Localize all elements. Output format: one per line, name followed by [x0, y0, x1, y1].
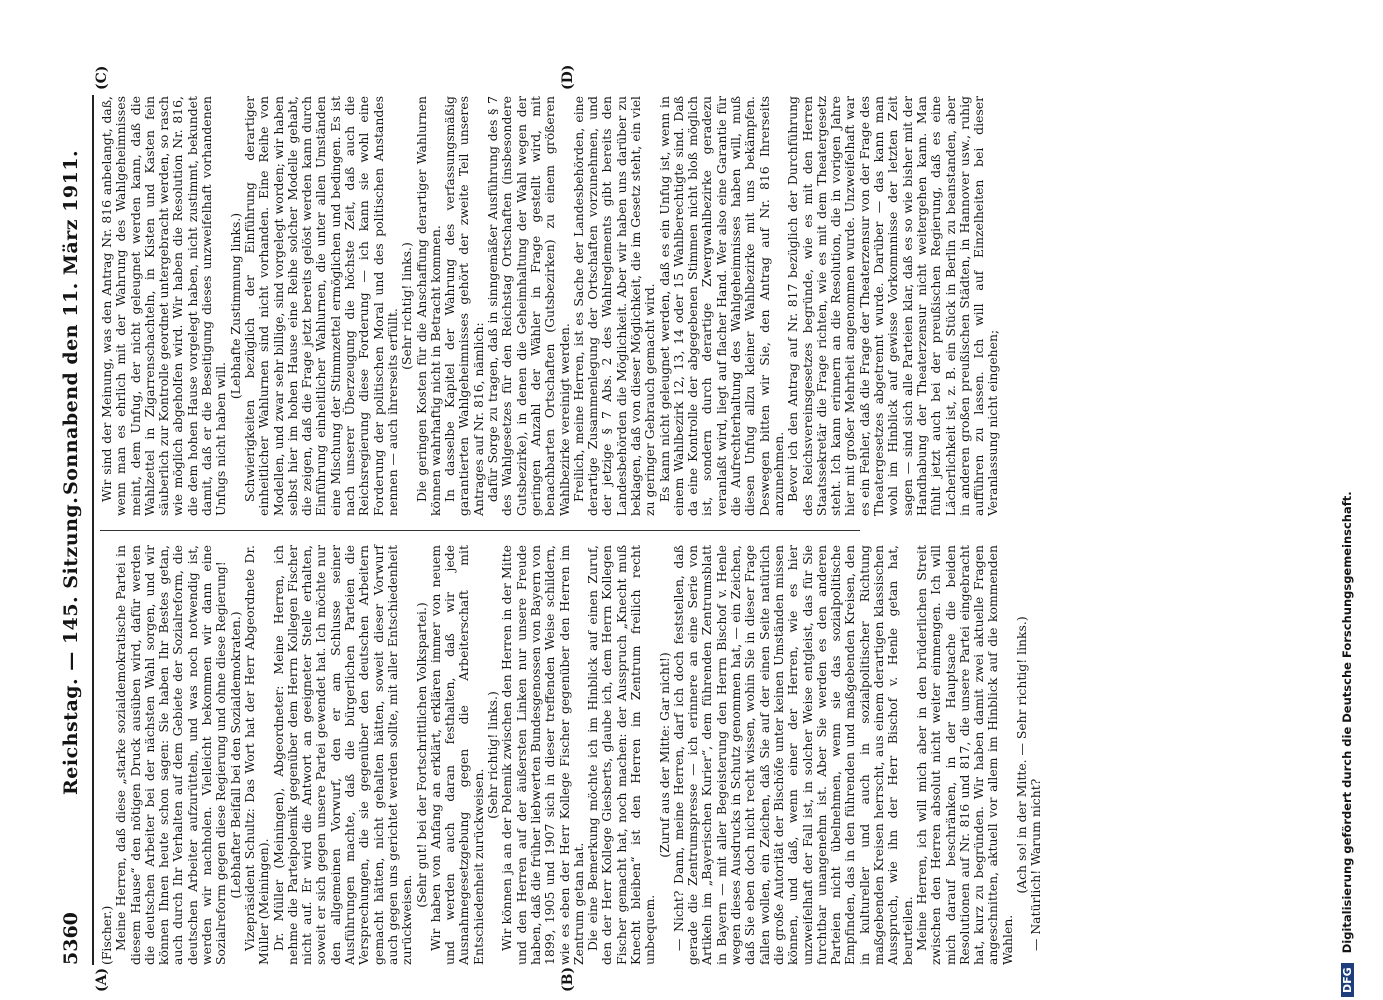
header-right-date: Sonnabend den 11. März 1911. — [60, 149, 82, 495]
left-column — [99, 545, 1044, 965]
paragraph: Vizepräsident Schultz: Das Wort hat der Herr Abgeordnete Dr. Müller (Meiningen). — [241, 545, 272, 965]
right-column — [99, 96, 1001, 516]
paragraph: Meine Herren, ich will mich aber in den brüderlichen Streit zwischen den Herren absolut nicht weiter einmengen. Ich will mich darauf beschränken, in der Hauptsache die beiden Resolutionen auf Nr. 816 und 817, die unsere Partei eingebracht hat, kurz zu begründen. Wir haben damit zwei aktuelle Fragen angeschnitten, aktuell vor allem im Hinblick auf die kommenden Wahlen. — [913, 545, 1015, 965]
paragraph: Die geringen Kosten für die Anschaffung derartiger Wahlurnen können wahrhaftig nicht in Betracht kommen. — [413, 96, 443, 516]
interjection: (Lebhafte Zustimmung links.) — [227, 212, 243, 400]
dfg-logo: DFG — [1341, 963, 1354, 997]
digitization-text: Digitalisierung gefördert durch die Deutsche Forschungsgemeinschaft. — [1340, 491, 1354, 954]
margin-mark-c: (C) — [94, 65, 110, 90]
paragraph: Es kann nicht geleugnet werden, daß es ein Unfug ist, wenn in einem Wahlbezirk 12, 13, 14 oder 15 Wahlberechtigte sind. Daß da eine Kontrolle der abgegebenen Stimmen nicht bloß möglich ist, sondern durch derartige Zwergwahlbezirke geradezu veranlaßt wird, liegt auf flacher Hand. Wer also eine Garantie für die Aufrechterhaltung des Wahlgeheimnisses haben will, muß diesen Unfug allzu kleiner Wahlbezirke mit uns bekämpfen. Deswegen bitten wir Sie, den Antrag auf Nr. 816 Ihrerseits anzunehmen. — [656, 96, 786, 516]
paragraph: In dasselbe Kapitel der Wahrung des verfassungsmäßig garantierten Wahlgeheimnisses gehört der zweite Teil unseres Antrages auf Nr. 816, nämlich: — [442, 96, 486, 516]
interjection: (Sehr richtig! links.) — [399, 242, 415, 370]
paragraph: Schwierigkeiten bezüglich der Einführung derartiger einheitlicher Wahlurnen sind nicht vorhanden. Eine Reihe von Modellen, und zwar sehr billige, sind vorgelegt worden; wir haben selbst hier im hohen Hause eine Reihe solcher Modelle gehabt, die zeigen, daß die Frage jetzt bereits gelöst werden kann durch Einführung einheitlicher Wahlurnen, die unter allen Umständen eine Mischung der Stimmzettel ermöglichen und bedingen. Es ist nach unserer Überzeugung die höchste Zeit, daß auch die Reichsregierung diese Forderung — ich kann sie wohl eine Forderung der politischen Moral und des politischen Anstandes nennen — auch ihrerseits erfüllt. — [241, 96, 400, 516]
paragraph: — Natürlich! Warum nicht? — [1028, 778, 1044, 951]
paragraph: Meine Herren, daß diese „starke sozialdemokratische Partei in diesem Hause“ den nötigen Druck ausüben wird, dafür werden die deutschen Arbeiter bei der nächsten Wahl sorgen, und wir können Ihnen heute schon sagen: Sie haben Ihr Bestes getan, auch durch Ihr Verhalten auf dem Gebiete der Sozialreform, die deutschen Arbeiter aufzurütteln, und was noch notwendig ist, werden wir nachholen. Vielleicht bekommen wir dann eine Sozialreform gegen diese Regierung und ohne diese Regierung! — [113, 545, 229, 965]
paragraph: (Fischer.) — [99, 905, 114, 965]
interjection: (Lebhafter Beifall bei den Sozialdemokraten.) — [227, 611, 243, 899]
paragraph: Wir können ja an der Polemik zwischen den Herren in der Mitte und den Herren auf der äußersten Linken nur unsere Freude haben, daß die früher liebwerten Bundesgenossen von Bayern von 1899, 1905 und 1907 sich in dieser treffenden Weise schildern, wie es eben der Herr Kollege Fischer gegenüber den Herren im Zentrum getan hat. — [499, 545, 586, 965]
interjection: (Zuruf aus der Mitte: Gar nicht!) — [656, 652, 672, 858]
header-left-title: Reichstag. — 145. Sitzung. — [60, 496, 82, 795]
paragraph: Die eine Bemerkung möchte ich im Hinblick auf einen Zuruf, den der Herr Kollege Giesberts, glaube ich, dem Herrn Kollegen Fischer gemacht hat, noch machen: der Ausspruch „Knecht muß Knecht bleiben“ ist den Herren im Zentrum freilich recht unbequem. — [585, 545, 658, 965]
page-number: 5360 — [60, 912, 82, 965]
page-header — [60, 95, 88, 965]
paragraph: Freilich, meine Herren, ist es Sache der Landesbehörden, eine derartige Zusammenlegung der Ortschaften vorzunehmen, und der jetzige § 7 Abs. 2 des Wahlreglements gibt bereits den Landesbehörden die Möglichkeit. Aber wir haben uns darüber zu beklagen, daß von dieser Möglichkeit, die im Gesetz steht, ein viel zu geringer Gebrauch gemacht wird. — [570, 96, 658, 516]
margin-mark-d: (D) — [560, 64, 576, 90]
paragraph: dafür Sorge zu tragen, daß in sinngemäßer Ausführung des § 7 des Wahlgesetzes für den Reichstag Ortschaften (insbesondere Gutsbezirke), in denen die Geheimhaltung der Wahl wegen der geringen Anzahl der Wähler in Frage gestellt wird, mit benachbarten Ortschaften (Gutsbezirken) zu einem größeren Wahlbezirke vereinigt werden. — [485, 96, 572, 516]
paragraph: — Nicht? Dann, meine Herren, darf ich doch feststellen, daß gerade die Zentrumspresse — ich erinnere an eine Serie von Artikeln im „Bayerischen Kurier“, dem führenden Zentrumsblatt in Bayern — mit aller Begeisterung den Herrn Bischof v. Henle wegen dieses Ausdrucks in Schutz genommen hat, — ein Zeichen, daß Sie eben doch nicht recht wissen, wohin Sie in dieser Frage fallen wollen, ein Zeichen, daß Sie auf der einen Seite natürlich die große Autorität der Bischöfe unter keinen Umständen missen können, und daß, wenn einer der Herren, wie es hier unzweifelhaft der Fall ist, in solcher Weise entgleist, das für Sie furchtbar unangenehm ist. Aber Sie werden es den anderen Parteien nicht übelnehmen, wenn sie das sozialpolitische Empfinden, das in den führenden und maßgebenden Kreisen, den in kultureller und auch in sozialpolitischer Richtung maßgebenden Kreisen herrscht, aus einem derartigen klassischen Ausspruch, wie ihn der Herr Bischof v. Henle getan hat, beurteilen. — [670, 545, 915, 965]
interjection: (Ach so! in der Mitte. — Sehr richtig! links.) — [1014, 616, 1029, 894]
column-divider — [100, 530, 860, 531]
interjection: (Sehr gut! bei der Fortschrittlichen Volkspartei.) — [413, 602, 429, 908]
interjection: (Sehr richtig! links.) — [485, 691, 501, 819]
header-rule — [92, 95, 94, 965]
paragraph: Wir haben von Anfang an erklärt, erklären immer von neuem und werden auch daran festhalten, daß wir jede Ausnahmegesetzgebung gegen die Arbeiterschaft mit Entschiedenheit zurückweisen. — [427, 545, 486, 965]
paragraph: Dr. Müller (Meiningen), Abgeordneter: Meine Herren, ich nehme die Parteipolemik gegenüber dem Herrn Kollegen Fischer nicht auf. Er wird die Antwort an geeigneter Stelle erhalten, soweit er sich gegen unsere Partei gewendet hat. Ich möchte nur den allgemeinen Vorwurf, den er am Schlusse seiner Ausführungen machte, daß die bürgerlichen Parteien die Versprechungen, die sie gegenüber den deutschen Arbeitern gemacht hätten, nicht gehalten hätten, soweit dieser Vorwurf auch gegen uns gerichtet werden sollte, mit aller Entschiedenheit zurückweisen. — [270, 545, 415, 965]
margin-mark-b: (B) — [560, 966, 576, 992]
paragraph: Wir sind der Meinung, was den Antrag Nr. 816 anbelangt, daß, wenn man es ehrlich mit der Wahrung des Wahlgeheimnisses meint, dem Unfug, der nicht geleugnet werden kann, daß die Wahlzettel in Zigarrenschachteln, in Kisten und Kasten fein säuberlich zur Kontrolle geordnet untergebracht werden, so rasch wie möglich abgeholfen wird. Wir haben die Resolution Nr. 816, die dem hohen Hause vorgelegt haben, nicht zustimmt, bekundet damit, daß er die Beseitigung dieses unzweifelhaft vorhandenen Unfugs nicht haben will. — [99, 96, 229, 516]
paragraph: Bevor ich den Antrag auf Nr. 817 bezüglich der Durchführung des Reichsvereinsgesetzes begründe, wie es mit den Herren Staatssekretär die Frage richten, wie es mit dem Theatergesetz steht. Ich kann erinnern an die Resolution, die in vorigen Jahre hier mit großer Mehrheit angenommen wurde. Unzweifelhaft war es ein Fehler, daß die Frage der Theaterzensur von der Frage des Theatergesetzes abgetrennt wurde. Darüber — das kann man wohl im Hinblick auf gewisse Vorkommnisse der letzten Zeit sagen — sind sich alle Parteien klar, daß es so wie bisher mit der Handhabung der Theaterzensur nicht weitergehen kann. Man fühlt jetzt auch bei der preußischen Regierung, daß es eine Lächerlichkeit ist, z. B. ein Stück in Berlin zu beanstanden, aber in anderen großen preußischen Städten, in Hannover usw., ruhig aufführen zu lassen. Ich will auf Einzelheiten bei dieser Veranlassung nicht eingehen; — [785, 96, 1001, 516]
digitization-note — [1340, 17, 1364, 997]
margin-mark-a: (A) — [94, 967, 110, 992]
